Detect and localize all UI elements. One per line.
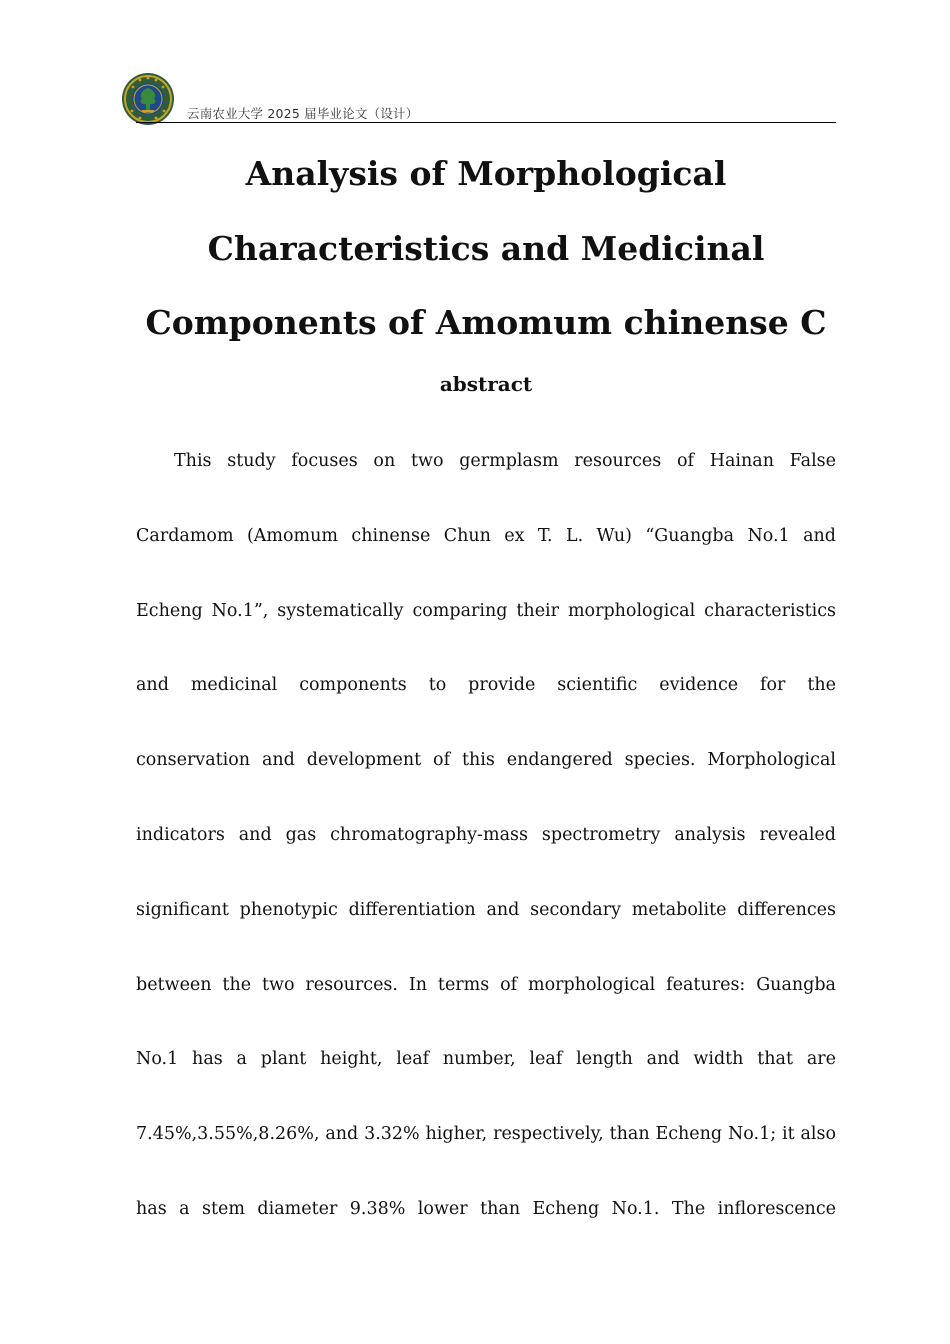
title-line: Analysis of Morphological [245,154,727,193]
abstract-line: No.1 has a plant height, leaf number, leaf length and width that are [136,1049,836,1070]
abstract-line: significant phenotypic differentiation and secondary metabolite differences [136,899,836,920]
header-divider [136,122,836,123]
abstract-line: Cardamom (Amomum chinense Chun ex T. L. Wu) “Guangba No.1 and [136,525,836,546]
abstract-line: indicators and gas chromatography-mass spectrometry analysis revealed [136,824,836,845]
page-header [120,70,838,126]
title-line: Components of Amomum chinense C [145,303,827,342]
abstract-line: conservation and development of this endangered species. Morphological [136,750,836,771]
abstract-line: This study focuses on two germplasm resources of Hainan False [174,451,836,471]
abstract-line: between the two resources. In terms of morphological features: Guangba [136,974,836,995]
header-university-text: 云南农业大学 2025 届毕业论文（设计） [187,106,419,121]
university-seal-icon [120,72,176,126]
abstract-line: Echeng No.1”, systematically comparing their morphological characteristics [136,600,836,621]
abstract-line: and medicinal components to provide scientific evidence for the [136,675,836,696]
abstract-line: 7.45%,3.55%,8.26%, and 3.32% higher, respectively, than Echeng No.1; it also [136,1124,836,1145]
abstract-line: has a stem diameter 9.38% lower than Echeng No.1. The inflorescence [136,1198,836,1219]
title-line: Characteristics and Medicinal [207,228,765,268]
abstract-heading: abstract [439,372,533,396]
abstract-body [136,424,836,1247]
document-title [120,137,852,361]
